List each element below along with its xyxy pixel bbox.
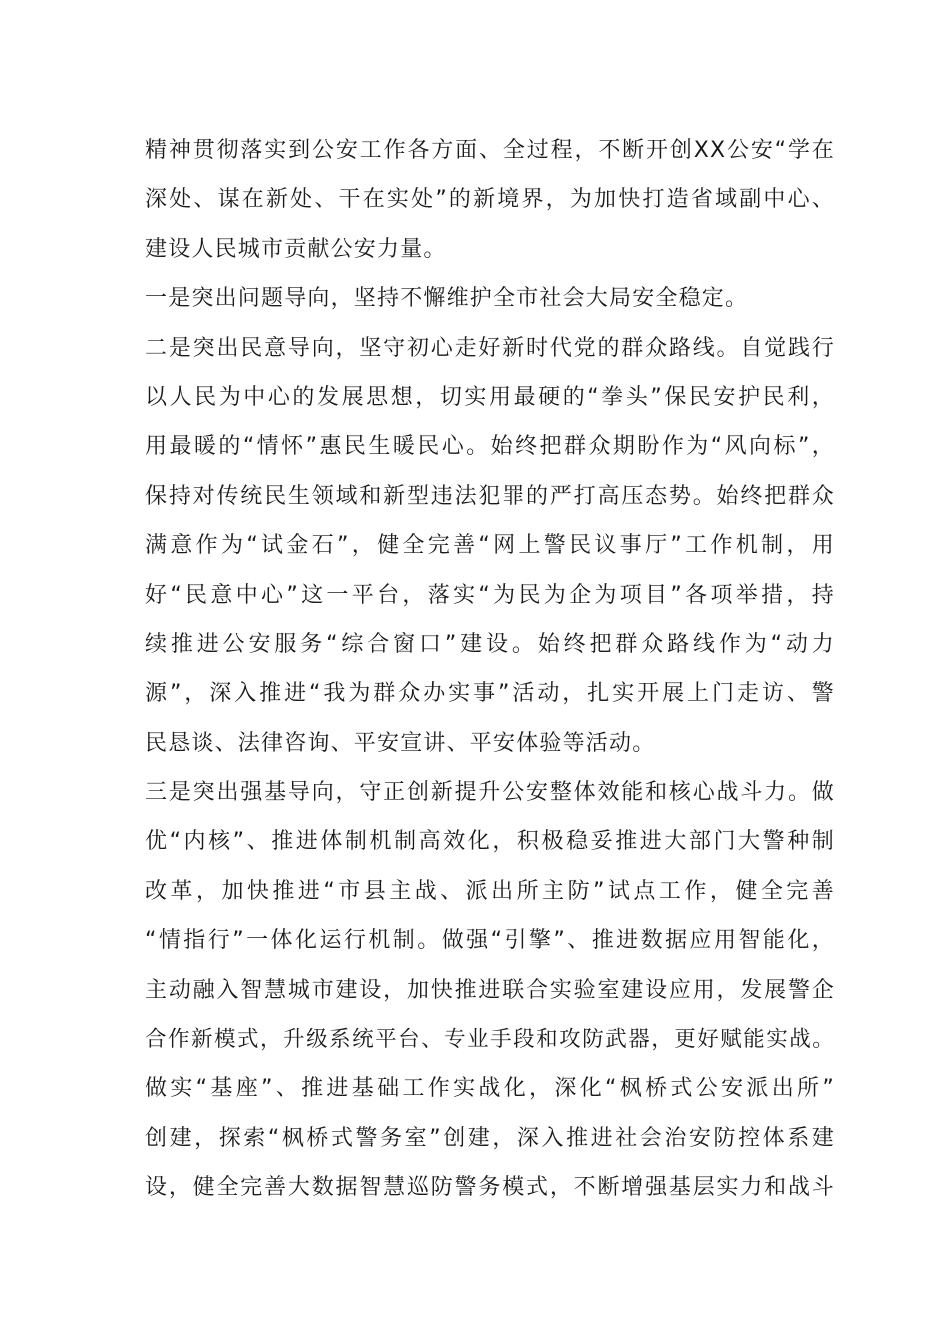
text-line: 用最暖的“情怀”惠民生暖民心。始终把群众期盼作为“风向标”， bbox=[145, 434, 835, 460]
text-line: 三是突出强基导向，守正创新提升公安整体效能和核心战斗力。做 bbox=[145, 780, 835, 806]
text-line: 设，健全完善大数据智慧巡防警务模式，不断增强基层实力和战斗 bbox=[145, 1175, 835, 1201]
text-line: 以人民为中心的发展思想，切实用最硬的“拳头”保民安护民利， bbox=[145, 384, 835, 410]
text-line: “情指行”一体化运行机制。做强“引擎”、推进数据应用智能化， bbox=[145, 928, 835, 954]
text-line: 一是突出问题导向，坚持不懈维护全市社会大局安全稳定。 bbox=[145, 286, 749, 312]
text-line: 二是突出民意导向，坚守初心走好新时代党的群众路线。自觉践行 bbox=[145, 335, 835, 361]
text-line: 源”，深入推进“我为群众办实事”活动，扎实开展上门走访、警 bbox=[145, 681, 835, 707]
text-line: 主动融入智慧城市建设，加快推进联合实验室建设应用，发展警企 bbox=[145, 977, 835, 1003]
text-line: 民恳谈、法律咨询、平安宣讲、平安体验等活动。 bbox=[145, 730, 656, 756]
text-line: 做实“基座”、推进基础工作实战化，深化“枫桥式公安派出所” bbox=[145, 1076, 835, 1102]
text-line: 优“内核”、推进体制机制高效化，积极稳妥推进大部门大警种制 bbox=[145, 829, 835, 855]
text-line: 续推进公安服务“综合窗口”建设。始终把群众路线作为“动力 bbox=[145, 631, 835, 657]
text-line: 满意作为“试金石”，健全完善“网上警民议事厅”工作机制，用 bbox=[145, 533, 835, 559]
text-line: 保持对传统民生领域和新型违法犯罪的严打高压态势。始终把群众 bbox=[145, 483, 835, 509]
text-line: 精神贯彻落实到公安工作各方面、全过程，不断开创XX公安“学在 bbox=[145, 138, 835, 163]
text-line: 改革，加快推进“市县主战、派出所主防”试点工作，健全完善 bbox=[145, 878, 835, 904]
text-line: 好“民意中心”这一平台，落实“为民为企为项目”各项举措，持 bbox=[145, 582, 835, 608]
text-line: 深处、谋在新处、干在实处”的新境界，为加快打造省域副中心、 bbox=[145, 187, 835, 213]
text-line: 建设人民城市贡献公安力量。 bbox=[145, 236, 447, 262]
text-line: 合作新模式，升级系统平台、专业手段和攻防武器，更好赋能实战。 bbox=[145, 1027, 835, 1053]
text-line: 创建，探索“枫桥式警务室”创建，深入推进社会治安防控体系建 bbox=[145, 1125, 835, 1151]
body-text bbox=[145, 126, 835, 1213]
